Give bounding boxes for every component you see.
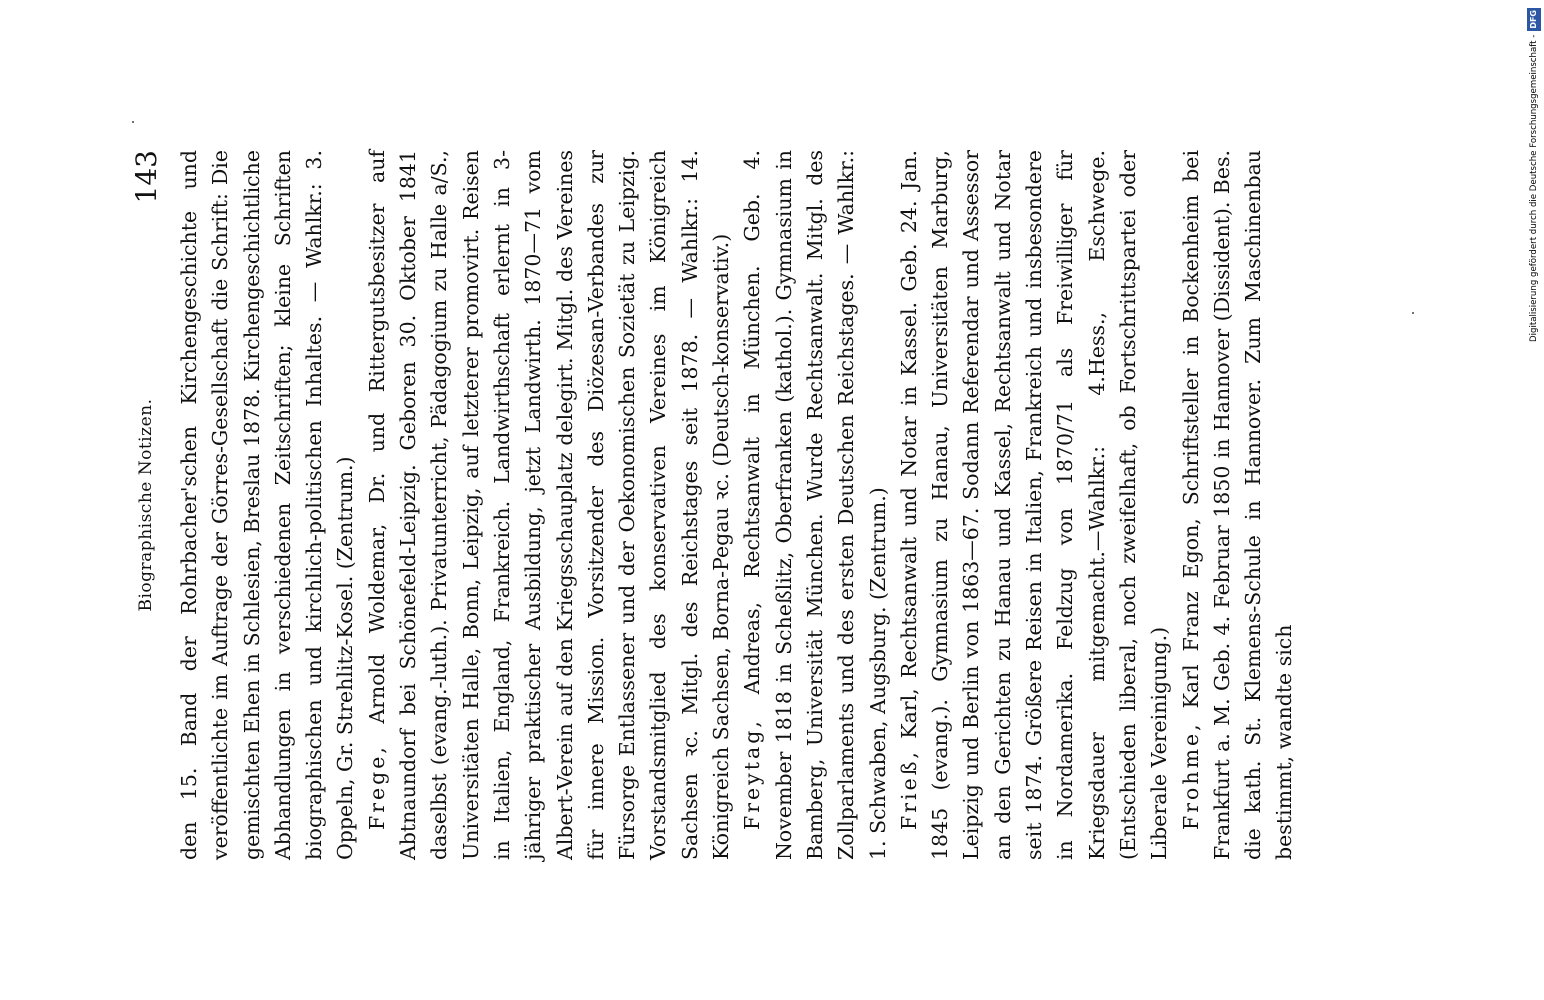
- paragraph-text: Andreas, Rechtsanwalt in München. Geb. 4. November 1818 in Scheßlitz, Oberfranken (kathol.). Gymnasium in Bamberg, Universität München. Wurde Rechtsanwalt. Mitgl. des Zollparlaments und des ersten Deutschen Reichstages. — Wahlkr.: 1. Schwaben, Augsburg. (Zentrum.): [740, 150, 890, 860]
- dfg-logo: DFG: [1527, 8, 1541, 31]
- scan-speck: [132, 121, 134, 123]
- paragraph-0: [174, 150, 362, 860]
- paragraph-text: den 15. Band der Rohrbacher'schen Kirchengeschichte und veröffentlichte im Auftrage der Görres-Gesellschaft die Schrift: Die gemischten Ehen in Schlesien, Breslau 1878. Kirchengeschichtliche Abhandlungen in verschiedenen Zeitschriften; kleine Schriften biographischen und kirchlich-politischen Inhaltes. — Wahlkr.: 3. Oppeln, Gr. Strehlitz-Kosel. (Zentrum.): [177, 150, 358, 860]
- entry-name: Frege,: [364, 744, 389, 830]
- paragraph-text: Karl, Rechtsanwalt und Notar in Kassel. Geb. 24. Jan. 1845 (evang.). Gymnasium zu Hanau, Universitäten Marburg, Leipzig und Berlin von 1863—67. Sodann Referendar und Assessor an den Gerichten zu Hanau und Kassel, Rechtsanwalt und Notar seit 1874. Größere Reisen in Italien, Frankreich und insbesondere in Nordamerika. Feldzug von 1870/71 als Freiwilliger für Kriegsdauer mitgemacht.—Wahlkr.: 4.Hess., Eschwege. (Entschieden liberal, noch zweifelhaft, ob Fortschrittspartei oder Liberale Vereinigung.): [896, 150, 1172, 860]
- dfg-notice-line: [1526, 8, 1542, 398]
- page-number: 143: [130, 150, 163, 204]
- paragraph-frohme: [1176, 150, 1301, 860]
- paragraph-frege: [362, 150, 738, 860]
- paragraph-friess: [894, 150, 1176, 860]
- paragraph-text: Arnold Woldemar, Dr. und Rittergutsbesitzer auf Abtnaundorf bei Schönefeld-Leipzig. Geboren 30. Oktober 1841 daselbst (evang.-luth.). Privatunterricht, Pädagogium zu Halle a/S., Universitäten Halle, Bonn, Leipzig, auf letzterer promovirt. Reisen in Italien, England, Frankreich. Landwirthschaft erlernt in 3-jähriger praktischer Ausbildung, jetzt Landwirth. 1870—71 vom Albert-Verein auf den Kriegsschauplatz delegirt. Mitgl. des Vereines für innere Mission. Vorsitzender des Diözesan-Verbandes zur Fürsorge Entlassener und der Oekonomischen Sozietät zu Leipzig. Vorstandsmitglied des konservativen Vereines im Königreich Sachsen ꝛc. Mitgl. des Reichstages seit 1878. — Wahlkr.: 14. Königreich Sachsen, Borna-Pegau ꝛc. (Deutsch-konservativ.): [364, 150, 734, 860]
- entry-name: Frieß,: [896, 749, 921, 830]
- running-title: Biographische Notizen.: [136, 398, 156, 612]
- dfg-notice-text: Digitalisierung gefördert durch die Deutsche Forschungsgemeinschaft -: [1529, 34, 1539, 343]
- rotated-page-body: [130, 150, 1390, 860]
- running-head: [130, 150, 170, 860]
- entry-name: Freytag,: [740, 718, 765, 830]
- paragraph-freytag: [737, 150, 893, 860]
- text-column: [174, 150, 1301, 860]
- scan-speck: [1412, 312, 1414, 314]
- dfg-notice: [1526, 8, 1544, 398]
- entry-name: Frohme,: [1178, 721, 1203, 830]
- paragraph-text: Karl Franz Egon, Schriftsteller in Bockenheim bei Frankfurt a. M. Geb. 4. Februar 1850 in Hannover (Dissident). Bes. die kath. St. Klemens-Schule in Hannover. Zum Maschinenbau bestimmt, wandte sich: [1178, 150, 1297, 860]
